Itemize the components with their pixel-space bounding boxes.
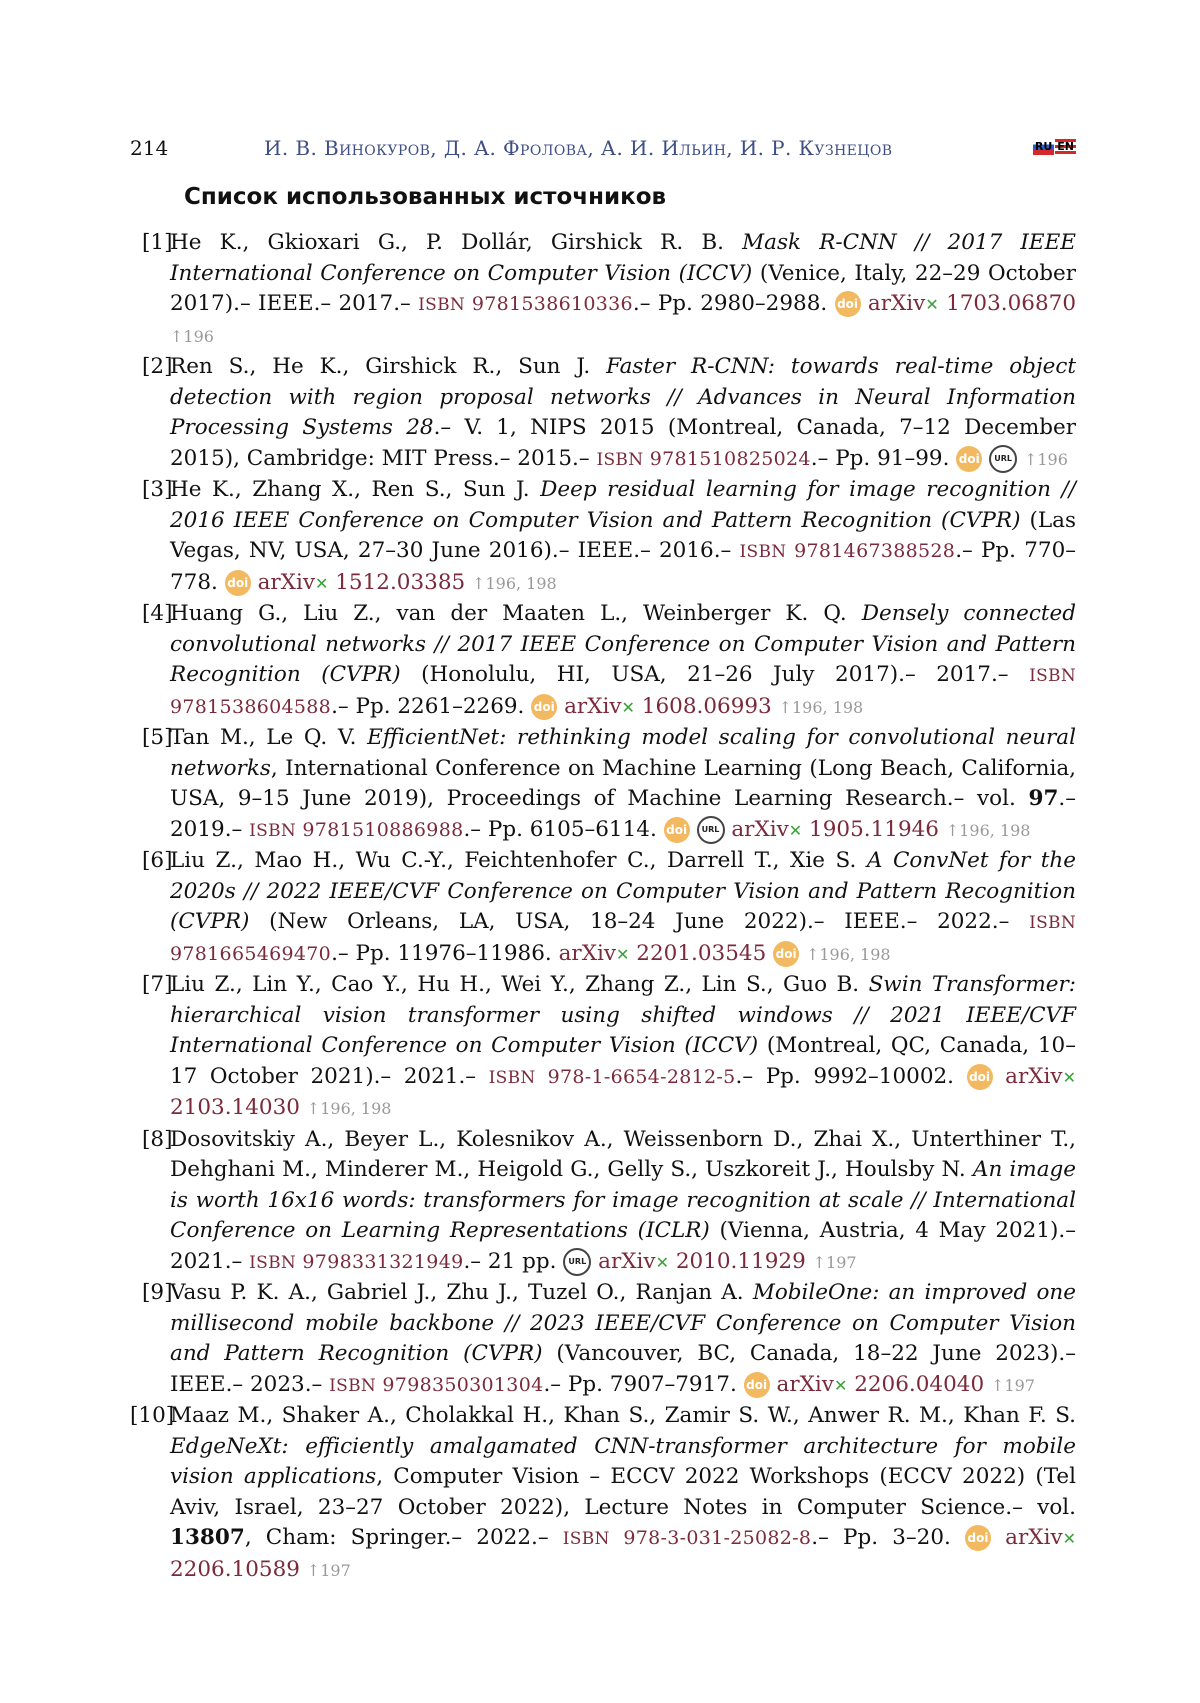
backref-pages: 196, 198 xyxy=(791,697,864,717)
arxiv-id: 1703.06870 xyxy=(946,291,1077,316)
backref-pages: 196, 198 xyxy=(320,1099,392,1118)
isbn-link[interactable] xyxy=(418,293,633,315)
arxiv-icon: ✕ xyxy=(1062,1529,1077,1548)
up-arrow-icon: ↑ xyxy=(805,944,820,964)
backref-pages: 196, 198 xyxy=(959,820,1031,840)
backref-link[interactable] xyxy=(813,1253,857,1272)
arxiv-id: 2206.10589 xyxy=(170,1556,300,1582)
up-arrow-icon: ↑ xyxy=(778,697,792,717)
isbn-value: 978-3-031-25082-8 xyxy=(609,1527,812,1549)
ref-title: Faster R-CNN: towards real-time object detection with region proposal networks // Advances in Neural Information Processing Systems 28 xyxy=(170,354,1077,440)
isbn-link[interactable] xyxy=(740,540,956,562)
ref-title: EdgeNeXt: efficiently amalgamated CNN-transformer architecture for mobile vision applications xyxy=(170,1433,1076,1489)
arxiv-icon: ✕ xyxy=(788,820,803,840)
arxiv-label: arXiv xyxy=(257,569,315,595)
ref-details: , Computer Vision – ECCV 2022 Workshops (ECCV 2022) (Tel Aviv, Israel, 23–27 October 2022), Lecture Notes in Computer Science.– vol. xyxy=(170,1464,1076,1520)
isbn-label: ISBN xyxy=(739,542,787,562)
ref-pages: .– Pp. 2261–2269. xyxy=(331,693,525,719)
url-icon[interactable]: URL xyxy=(697,816,725,844)
ref-number: [9] xyxy=(142,1280,173,1305)
ref-details: (Vienna, Austria, 4 May 2021).– 2021.– xyxy=(170,1218,1077,1274)
ref-pages: .– Pp. 11976–11986. xyxy=(331,940,552,966)
arxiv-link[interactable] xyxy=(731,817,939,842)
backref-pages: 197 xyxy=(320,1560,351,1580)
up-arrow-icon: ↑ xyxy=(472,573,486,593)
arxiv-link[interactable] xyxy=(868,291,1076,316)
isbn-value: 9798350301304 xyxy=(376,1373,544,1396)
backref-link[interactable] xyxy=(779,698,864,717)
ref-title: Deep residual learning for image recognition // 2016 IEEE Conference on Computer Vision and Pattern Recognition (CVPR) xyxy=(170,477,1076,533)
ref-pages: .– Pp. 6105–6114. xyxy=(463,816,657,842)
arxiv-label: arXiv xyxy=(867,291,926,316)
isbn-link[interactable] xyxy=(563,1527,812,1549)
ref-number: [1] xyxy=(142,230,173,255)
ref-pages: .– 21 pp. xyxy=(463,1248,557,1274)
reference-item xyxy=(130,475,1076,599)
ref-title: Swin Transformer: hierarchical vision transformer using shifted windows // 2021 IEEE/CVF International Conference on Computer Vision (ICCV) xyxy=(170,972,1076,1058)
doi-icon[interactable]: doi xyxy=(225,570,251,596)
ref-authors: Maaz M., Shaker A., Cholakkal H., Khan S., Zamir S. W., Anwer R. M., Khan F. S. xyxy=(170,1403,1076,1428)
reference-item xyxy=(130,846,1076,970)
url-icon[interactable]: URL xyxy=(989,445,1017,473)
ref-number: [8] xyxy=(142,1126,173,1152)
ref-number: [7] xyxy=(142,972,173,997)
ref-title: A ConvNet for the 2020s // 2022 IEEE/CVF Conference on Computer Vision and Pattern Recognition (CVPR) xyxy=(170,848,1077,934)
reference-item xyxy=(130,723,1076,846)
language-switch[interactable] xyxy=(1033,139,1076,155)
doi-icon[interactable]: doi xyxy=(965,1525,991,1551)
lang-ru-button[interactable]: RU xyxy=(1034,140,1053,153)
ref-pages: .– Pp. 770–778. xyxy=(170,538,1076,595)
ref-pages: .– Pp. 3–20. xyxy=(811,1525,951,1550)
ref-title: EfficientNet: rethinking model scaling for convolutional neural networks xyxy=(170,725,1076,781)
backref-link[interactable] xyxy=(946,821,1031,840)
isbn-link[interactable] xyxy=(596,448,810,470)
arxiv-id: 2103.14030 xyxy=(170,1095,300,1120)
isbn-label: ISBN xyxy=(596,449,644,470)
reference-item xyxy=(130,228,1076,352)
ref-authors: Tan M., Le Q. V. xyxy=(170,725,368,750)
arxiv-link[interactable] xyxy=(564,694,772,719)
ref-number: [10] xyxy=(130,1403,175,1428)
isbn-value: 9798331321949 xyxy=(296,1250,464,1273)
isbn-label: ISBN xyxy=(329,1375,377,1396)
ref-title: Densely connected convolutional networks // 2017 IEEE Conference on Computer Vision and Pattern Recognition (CVPR) xyxy=(170,601,1076,687)
up-arrow-icon: ↑ xyxy=(170,326,184,346)
arxiv-icon: ✕ xyxy=(833,1375,848,1395)
arxiv-link[interactable] xyxy=(258,570,466,595)
isbn-label: ISBN xyxy=(1029,666,1076,686)
isbn-label: ISBN xyxy=(488,1067,536,1088)
backref-link[interactable] xyxy=(1024,450,1068,469)
isbn-link[interactable] xyxy=(329,1374,543,1396)
ref-authors: Liu Z., Lin Y., Cao Y., Hu H., Wei Y., Zhang Z., Lin S., Guo B. xyxy=(170,972,869,997)
up-arrow-icon: ↑ xyxy=(990,1375,1005,1395)
url-icon[interactable]: URL xyxy=(563,1248,591,1276)
arxiv-id: 2201.03545 xyxy=(636,940,767,966)
ref-details: (Venice, Italy, 22–29 October 2017).– IEEE.– 2017.– xyxy=(170,260,1076,316)
reference-list xyxy=(130,228,1076,1586)
doi-icon[interactable]: doi xyxy=(744,1372,770,1398)
reference-item xyxy=(130,1401,1076,1586)
arxiv-label: arXiv xyxy=(1005,1525,1063,1550)
backref-pages: 196, 198 xyxy=(485,573,557,593)
up-arrow-icon: ↑ xyxy=(306,1560,321,1580)
arxiv-label: arXiv xyxy=(558,940,617,966)
reference-item xyxy=(130,1278,1076,1401)
backref-pages: 197 xyxy=(1004,1375,1035,1395)
arxiv-label: arXiv xyxy=(731,816,789,842)
arxiv-link[interactable] xyxy=(777,1372,985,1397)
ref-details: (New Orleans, LA, USA, 18–24 June 2022).– IEEE.– 2022.– xyxy=(249,909,1030,934)
ref-number: [3] xyxy=(142,477,173,502)
backref-link[interactable] xyxy=(170,327,214,346)
doi-icon[interactable]: doi xyxy=(956,446,982,472)
arxiv-link[interactable] xyxy=(598,1249,806,1274)
isbn-label: ISBN xyxy=(562,1529,610,1549)
isbn-value: 9781510825024 xyxy=(643,447,811,470)
ref-details-2: , Cham: Springer.– 2022.– xyxy=(244,1525,563,1550)
doi-icon[interactable]: doi xyxy=(835,291,861,317)
isbn-label: ISBN xyxy=(418,295,466,315)
isbn-value: 978-1-6654-2812-5 xyxy=(535,1065,736,1088)
arxiv-label: arXiv xyxy=(598,1248,656,1274)
ref-details: (Vancouver, BC, Canada, 18–22 June 2023).– IEEE.– 2023.– xyxy=(170,1341,1076,1397)
ref-volume: 97 xyxy=(1028,786,1059,811)
ref-number: [4] xyxy=(142,601,173,626)
ref-number: [2] xyxy=(142,354,173,379)
arxiv-icon: ✕ xyxy=(655,1252,669,1272)
doi-icon[interactable]: doi xyxy=(531,694,557,720)
up-arrow-icon: ↑ xyxy=(945,820,960,840)
ref-authors: Dosovitskiy A., Beyer L., Kolesnikov A., Weissenborn D., Zhai X., Unterthiner T., Dehghani M., Minderer M., Heigold G., Gelly S., Uszkoreit J., Houlsby N. xyxy=(170,1126,1076,1182)
ref-authors: Liu Z., Mao H., Wu C.-Y., Feichtenhofer C., Darrell T., Xie S. xyxy=(170,848,867,873)
isbn-link[interactable] xyxy=(249,819,463,841)
ref-details: (Montreal, QC, Canada, 10–17 October 2021).– 2021.– xyxy=(170,1033,1076,1089)
reference-item xyxy=(130,599,1076,723)
backref-pages: 196 xyxy=(183,326,214,346)
arxiv-id: 1512.03385 xyxy=(335,569,466,595)
page-number: 214 xyxy=(130,136,169,160)
isbn-label: ISBN xyxy=(1029,913,1076,933)
arxiv-icon: ✕ xyxy=(1062,1067,1076,1087)
arxiv-id: 1905.11946 xyxy=(809,816,939,842)
ref-details: , International Conference on Machine Learning (Long Beach, California, USA, 9–15 June 2019), Proceedings of Machine Learning Research.– vol. xyxy=(170,755,1076,811)
backref-link[interactable] xyxy=(806,945,891,964)
backref-pages: 196 xyxy=(1037,449,1068,469)
ref-details: (Honolulu, HI, USA, 21–26 July 2017).– 2017.– xyxy=(400,662,1030,687)
ref-pages: .– Pp. 9992–10002. xyxy=(735,1063,955,1089)
isbn-value: 9781538604588 xyxy=(170,695,332,718)
backref-pages: 196, 198 xyxy=(819,944,891,964)
ref-authors: He K., Zhang X., Ren S., Sun J. xyxy=(170,477,541,502)
arxiv-id: 1608.06993 xyxy=(641,693,772,719)
lang-en-button[interactable]: EN xyxy=(1057,140,1074,153)
arxiv-icon: ✕ xyxy=(621,697,635,717)
ref-pages: .– Pp. 7907–7917. xyxy=(543,1371,737,1397)
backref-link[interactable] xyxy=(472,574,557,593)
ref-pages: .– Pp. 91–99. xyxy=(810,445,950,471)
doi-icon[interactable]: doi xyxy=(773,941,799,967)
ref-title: An image is worth 16x16 words: transformers for image recognition at scale // International Conference on Learning Representations (ICLR) xyxy=(170,1157,1077,1243)
isbn-value: 9781538610336 xyxy=(465,293,633,315)
isbn-link[interactable] xyxy=(249,1251,463,1273)
doi-icon[interactable]: doi xyxy=(967,1064,993,1090)
ref-title: Mask R-CNN // 2017 IEEE International Conference on Computer Vision (ICCV) xyxy=(170,230,1076,286)
isbn-value: 9781467388528 xyxy=(786,540,956,562)
reference-item xyxy=(130,970,1076,1125)
ref-authors: Huang G., Liu Z., van der Maaten L., Weinberger K. Q. xyxy=(170,601,862,626)
up-arrow-icon: ↑ xyxy=(1023,449,1038,469)
ref-volume: 13807 xyxy=(170,1525,245,1550)
isbn-label: ISBN xyxy=(249,1252,297,1273)
ref-details-2: .– 2019.– xyxy=(170,786,1076,842)
arxiv-icon: ✕ xyxy=(616,944,630,964)
ref-details: (Las Vegas, NV, USA, 27–30 June 2016).– IEEE.– 2016.– xyxy=(170,507,1076,563)
arxiv-label: arXiv xyxy=(564,693,622,719)
arxiv-icon: ✕ xyxy=(925,295,939,314)
ref-number: [5] xyxy=(142,725,173,750)
isbn-link[interactable] xyxy=(489,1066,736,1088)
ref-authors: Vasu P. K. A., Gabriel J., Zhu J., Tuzel O., Ranjan A. xyxy=(170,1280,753,1305)
isbn-label: ISBN xyxy=(249,820,297,841)
ref-number: [6] xyxy=(142,848,173,873)
backref-pages: 197 xyxy=(826,1252,857,1272)
up-arrow-icon: ↑ xyxy=(306,1099,321,1118)
arxiv-id: 2010.11929 xyxy=(675,1248,806,1274)
up-arrow-icon: ↑ xyxy=(812,1252,827,1272)
reference-item xyxy=(130,352,1076,475)
backref-link[interactable] xyxy=(991,1376,1035,1395)
arxiv-id: 2206.04040 xyxy=(854,1371,985,1397)
reference-item xyxy=(130,1125,1076,1279)
arxiv-label: arXiv xyxy=(776,1371,834,1397)
arxiv-label: arXiv xyxy=(1005,1063,1063,1089)
ref-title: MobileOne: an improved one millisecond mobile backbone // 2023 IEEE/CVF Conference on Computer Vision and Pattern Recognition (CVPR) xyxy=(170,1280,1076,1366)
isbn-value: 9781510886988 xyxy=(296,818,464,841)
ref-authors: He K., Gkioxari G., P. Dollár, Girshick R. B. xyxy=(170,230,743,255)
isbn-value: 9781665469470 xyxy=(170,942,332,965)
ref-details: .– V. 1, NIPS 2015 (Montreal, Canada, 7–12 December 2015), Cambridge: MIT Press.– 2015.– xyxy=(170,415,1076,471)
backref-link[interactable] xyxy=(307,1561,351,1580)
running-authors: И. В. Винокуров, Д. А. Фролова, А. И. Ильин, И. Р. Кузнецов xyxy=(264,136,893,160)
doi-icon[interactable]: doi xyxy=(664,817,690,843)
ref-authors: Ren S., He K., Girshick R., Sun J. xyxy=(170,354,607,379)
section-title: Список использованных источников xyxy=(184,184,667,210)
arxiv-icon: ✕ xyxy=(315,573,329,593)
backref-link[interactable] xyxy=(307,1099,392,1118)
ref-pages: .– Pp. 2980–2988. xyxy=(632,291,828,316)
page-header xyxy=(130,136,1076,166)
arxiv-link[interactable] xyxy=(559,941,767,966)
